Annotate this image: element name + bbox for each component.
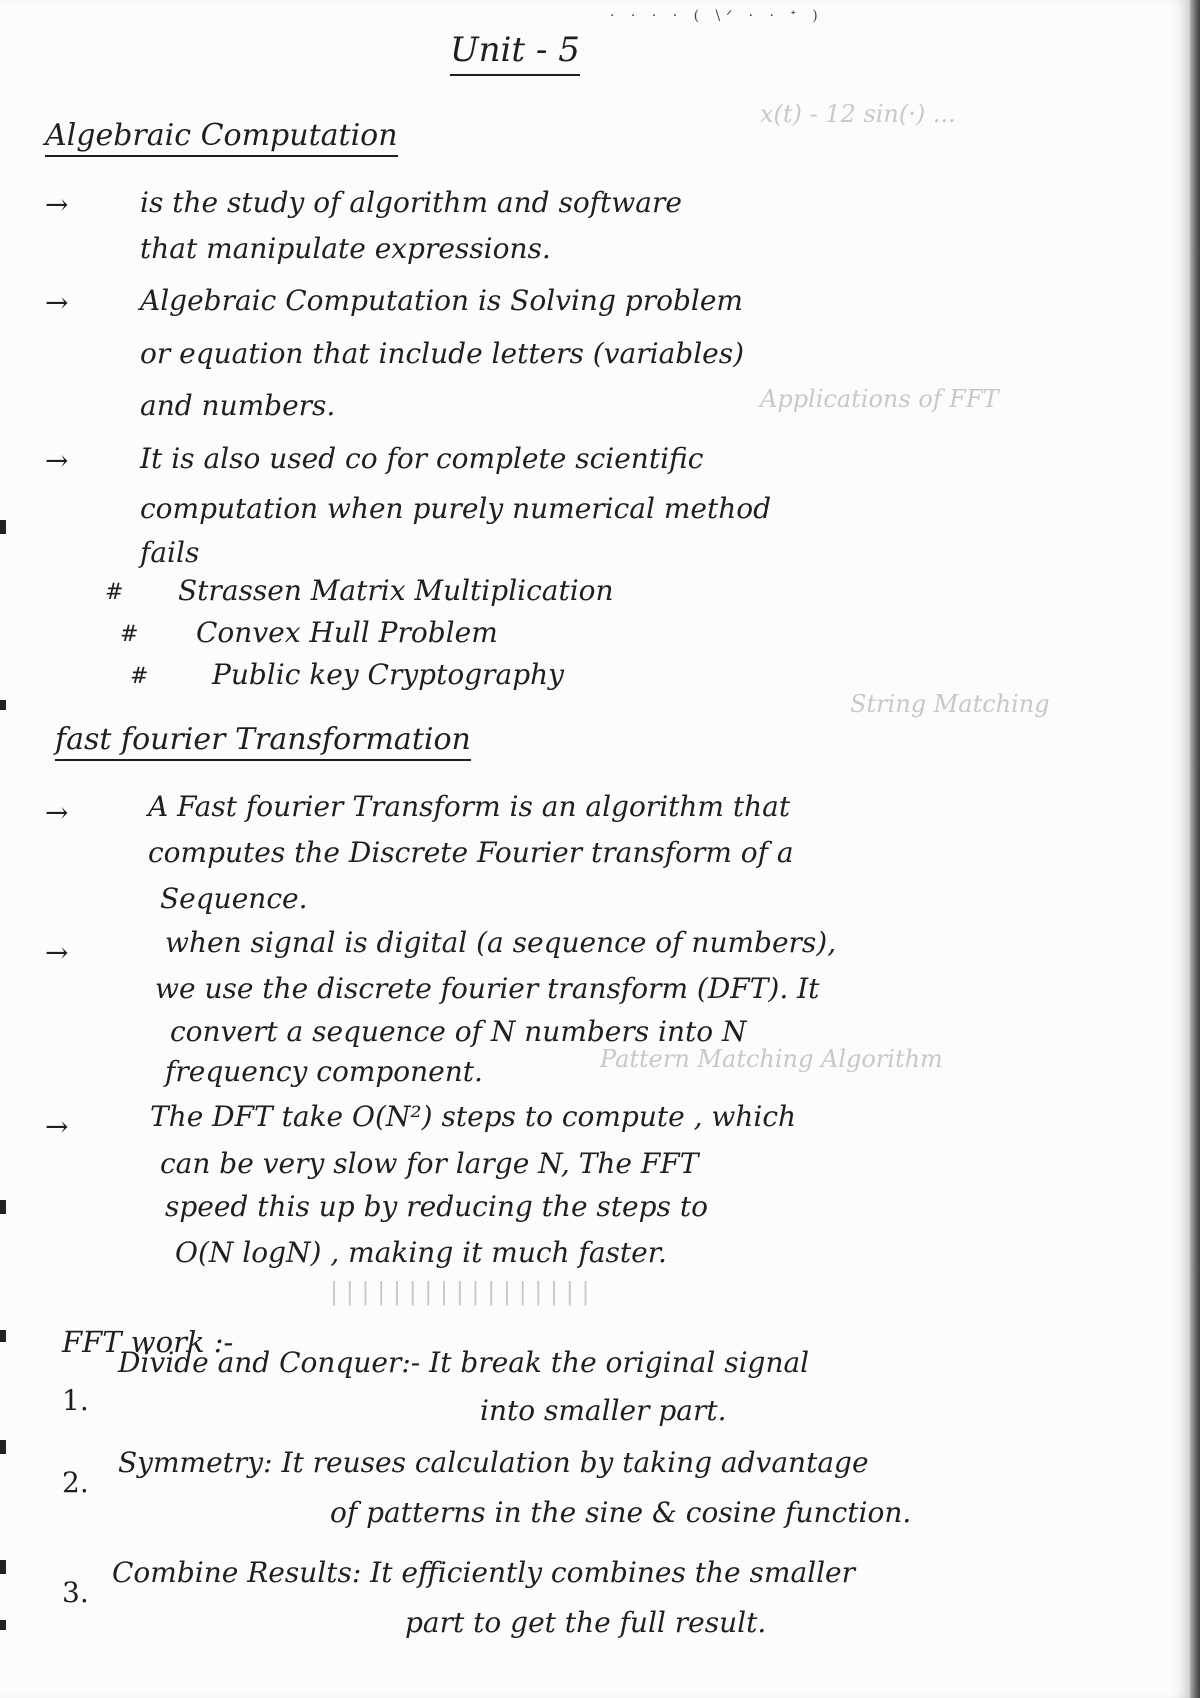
- fft-definition-line: A Fast fourier Transform is an algorithm that: [148, 790, 791, 823]
- dft-explanation-line: convert a sequence of N numbers into N: [170, 1015, 747, 1048]
- algebraic-definition-line: that manipulate expressions.: [140, 232, 551, 265]
- bleed-through-text: x(t) - 12 sin(·) ...: [760, 100, 956, 128]
- example-item: Public key Cryptography: [212, 658, 564, 691]
- dft-explanation-line: when signal is digital (a sequence of numbers),: [165, 926, 837, 959]
- fft-definition-line: computes the Discrete Fourier transform of a: [148, 836, 794, 869]
- fft-step-line: of patterns in the sine & cosine function.: [330, 1496, 912, 1529]
- algebraic-usage-line: computation when purely numerical method: [140, 492, 772, 525]
- list-number: 1.: [62, 1384, 89, 1417]
- fft-step-line: part to get the full result.: [405, 1606, 767, 1639]
- algebraic-definition-line: is the study of algorithm and software: [140, 186, 682, 219]
- page-edge-shadow: [1190, 0, 1200, 1698]
- fft-step-line: into smaller part.: [480, 1394, 727, 1427]
- binding-mark: [0, 1330, 6, 1342]
- fft-step-line: Combine Results: It efficiently combines the smaller: [112, 1556, 855, 1589]
- example-item: Convex Hull Problem: [196, 616, 498, 649]
- page-title: Unit - 5: [450, 30, 580, 76]
- complexity-line: O(N logN) , making it much faster.: [175, 1236, 667, 1269]
- arrow-bullet: →: [45, 796, 69, 829]
- binding-mark: [0, 1560, 6, 1574]
- algebraic-usage-line: It is also used co for complete scientific: [140, 442, 704, 475]
- arrow-bullet: →: [45, 188, 69, 221]
- algebraic-definition-line: or equation that include letters (variables): [140, 337, 745, 370]
- complexity-line: can be very slow for large N, The FFT: [160, 1147, 699, 1180]
- bleed-through-text: | | | | | | | | | | | | | | | | |: [330, 1278, 590, 1306]
- arrow-bullet: →: [45, 286, 69, 319]
- complexity-line: speed this up by reducing the steps to: [165, 1190, 708, 1223]
- hash-bullet: #: [130, 664, 149, 689]
- binding-mark: [0, 520, 6, 534]
- hash-bullet: #: [105, 580, 124, 605]
- dft-explanation-line: frequency component.: [165, 1055, 483, 1088]
- fft-definition-line: Sequence.: [160, 882, 308, 915]
- arrow-bullet: →: [45, 936, 69, 969]
- section-heading-fft: fast fourier Transformation: [55, 722, 471, 761]
- section-heading-algebraic: Algebraic Computation: [45, 118, 398, 157]
- scratch-mark: · · · · ( \ᐟ · · ᐩ ): [610, 8, 824, 24]
- fft-step-line: Symmetry: It reuses calculation by taking advantage: [118, 1446, 869, 1479]
- binding-mark: [0, 1620, 6, 1630]
- bleed-through-text: Pattern Matching Algorithm: [600, 1045, 943, 1073]
- algebraic-usage-line: fails: [140, 536, 200, 569]
- algebraic-definition-line: Algebraic Computation is Solving problem: [140, 284, 743, 317]
- fft-step-line: Divide and Conquer:- It break the original signal: [118, 1346, 810, 1379]
- arrow-bullet: →: [45, 444, 69, 477]
- algebraic-definition-line: and numbers.: [140, 389, 336, 422]
- bleed-through-text: String Matching: [850, 690, 1050, 718]
- complexity-line: The DFT take O(N²) steps to compute , which: [150, 1100, 797, 1133]
- hash-bullet: #: [120, 622, 139, 647]
- list-number: 2.: [62, 1466, 89, 1499]
- arrow-bullet: →: [45, 1110, 69, 1143]
- bleed-through-text: Applications of FFT: [760, 385, 999, 413]
- example-item: Strassen Matrix Multiplication: [178, 574, 614, 607]
- dft-explanation-line: we use the discrete fourier transform (DFT). It: [155, 972, 820, 1005]
- list-number: 3.: [62, 1576, 89, 1609]
- binding-mark: [0, 700, 6, 710]
- binding-mark: [0, 1440, 6, 1454]
- section-heading-fft-work: FFT work :-: [62, 1325, 234, 1359]
- binding-mark: [0, 1200, 6, 1214]
